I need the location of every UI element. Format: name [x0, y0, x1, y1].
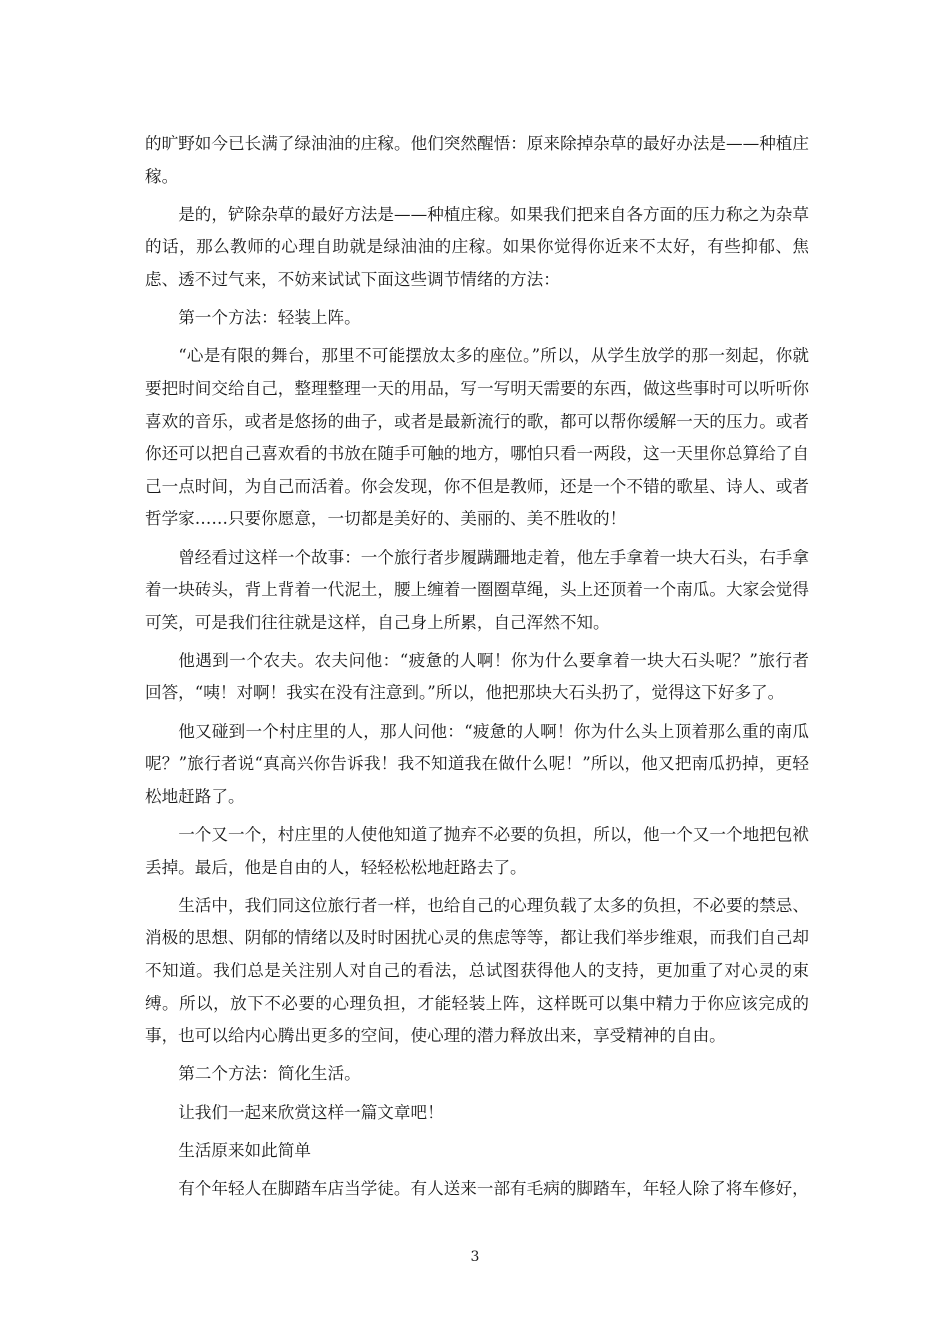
- paragraph: 他又碰到一个村庄里的人，那人问他：“疲惫的人啊！你为什么头上顶着那么重的南瓜呢？”旅行者说“真高兴你告诉我！我不知道我在做什么呢！”所以，他又把南瓜扔掉，更轻松地赶路了。: [145, 721, 809, 806]
- paragraph: “心是有限的舞台，那里不可能摆放太多的座位。”所以，从学生放学的那一刻起，你就要把时间交给自己，整理整理一天的用品，写一写明天需要的东西，做这些事时可以听听你喜欢的音乐，或者是悠扬的曲子，或者是最新流行的歌，都可以帮你缓解一天的压力。或者你还可以把自己喜欢看的书放在随手可触的地方，哪怕只看一两段，这一天里你总算给了自己一点时间，为自己而活着。你会发现，你不但是教师，还是一个不错的歌星、诗人、或者哲学家……只要你愿意，一切都是美好的、美丽的、美不胜收的！: [145, 346, 809, 529]
- paragraph: 让我们一起来欣赏这样一篇文章吧！: [178, 1102, 444, 1122]
- paragraph: 曾经看过这样一个故事：一个旅行者步履蹒跚地走着，他左手拿着一块大石头，右手拿着一块砖头，背上背着一代泥土，腰上缠着一圈圈草绳，头上还顶着一个南瓜。大家会觉得可笑，可是我们往往就是这样，自己身上所累，自己浑然不知。: [145, 547, 809, 632]
- body-text: [145, 128, 809, 1211]
- paragraph: 生活中，我们同这位旅行者一样，也给自己的心理负载了太多的负担，不必要的禁忌、消极的思想、阴郁的情绪以及时时困扰心灵的焦虑等等，都让我们举步维艰，而我们自己却不知道。我们总是关注别人对自己的看法，总试图获得他人的支持，更加重了对心灵的束缚。所以，放下不必要的心理负担，才能轻装上阵，这样既可以集中精力于你应该完成的事，也可以给内心腾出更多的空间，使心理的潜力释放出来，享受精神的自由。: [145, 895, 809, 1046]
- paragraph: 有个年轻人在脚踏车店当学徒。有人送来一部有毛病的脚踏车，年轻人除了将车修好，: [178, 1178, 809, 1198]
- page-number: 3: [470, 1249, 480, 1265]
- section-heading: 第一个方法：轻装上阵。: [178, 308, 361, 328]
- section-heading: 第二个方法：简化生活。: [178, 1064, 361, 1084]
- paragraph: 他遇到一个农夫。农夫问他：“疲惫的人啊！你为什么要拿着一块大石头呢？”旅行者回答，“咦！对啊！我实在没有注意到。”所以，他把那块大石头扔了，觉得这下好多了。: [145, 650, 809, 703]
- paragraph: 是的，铲除杂草的最好方法是——种植庄稼。如果我们把来自各方面的压力称之为杂草的话，那么教师的心理自助就是绿油油的庄稼。如果你觉得你近来不太好，有些抑郁、焦虑、透不过气来，不妨来试试下面这些调节情绪的方法：: [145, 204, 809, 289]
- paragraph: 的旷野如今已长满了绿油油的庄稼。他们突然醒悟：原来除掉杂草的最好办法是——种植庄稼。: [145, 134, 809, 186]
- article-title: 生活原来如此简单: [178, 1140, 311, 1160]
- paragraph: 一个又一个，村庄里的人使他知道了抛弃不必要的负担，所以，他一个又一个地把包袱丢掉。最后，他是自由的人，轻轻松松地赶路去了。: [145, 825, 809, 877]
